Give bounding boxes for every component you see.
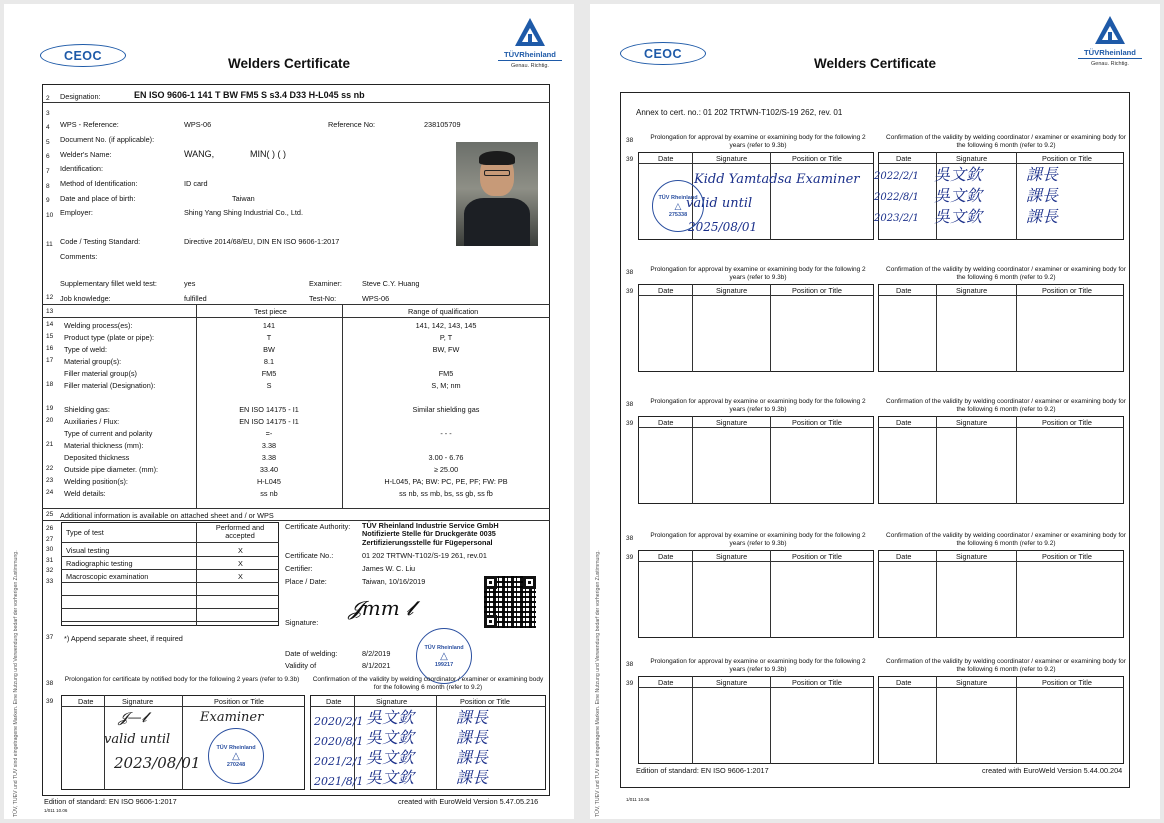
prolong-right-text: Confirmation of the validity by welding coordinator / examiner or examining body for the following 6 month (refer to 9.2) bbox=[886, 266, 1126, 281]
certificate-number: 01 202 TRTWN-T102/S-19 261, rev.01 bbox=[362, 551, 487, 560]
row-test: 141 bbox=[262, 321, 276, 330]
prolong-table-right bbox=[878, 676, 1124, 764]
row-range: - - - bbox=[440, 429, 452, 438]
row-range: ss nb, ss mb, bs, ss gb, ss fb bbox=[399, 489, 493, 498]
handwritten-valid: Kidd Yamtadsa Examiner bbox=[694, 172, 860, 187]
row-numbers-top: 2 3 4 5 6 7 8 9 10 11 bbox=[46, 95, 54, 248]
row-n: 24 bbox=[46, 489, 54, 496]
row-label: Filler material (Designation): bbox=[64, 381, 156, 390]
qr-code bbox=[484, 576, 536, 628]
trademark-note: TÜV, TUEV und TUV sind eingetragene Marken. Eine Nutzung und Verwendung bedarf der vorherigen Zustimmung. bbox=[595, 550, 601, 817]
test-mark: X bbox=[238, 572, 243, 581]
row-label: Shielding gas: bbox=[64, 405, 110, 414]
row-range: ≥ 25.00 bbox=[433, 465, 459, 474]
prolong-table-left bbox=[638, 284, 874, 372]
ceoc-logo: CEOC bbox=[620, 42, 706, 65]
row-label: Welding position(s): bbox=[64, 477, 128, 486]
handwritten-dates: 2022/2/1 2022/8/1 2023/2/1 bbox=[874, 171, 919, 224]
row-n: 15 bbox=[46, 333, 54, 340]
prolongation-table-left bbox=[61, 695, 305, 790]
prolong-right-text: Confirmation of the validity by welding coordinator / examiner or examining body for the following 6 month (refer to 9.2) bbox=[886, 134, 1126, 149]
prolong-right-text: Confirmation of the validity by welding coordinator / examiner or examining body for the following 6 month (refer to 9.2) bbox=[886, 398, 1126, 413]
prolong-table-left bbox=[638, 676, 874, 764]
row-label: Filler material group(s) bbox=[64, 369, 137, 378]
tuv-stamp: TÜV Rheinland △ 275338 bbox=[652, 180, 704, 232]
row-range: Similar shielding gas bbox=[412, 405, 480, 414]
handwritten-titles: 課長 課長 課長 bbox=[1026, 165, 1059, 226]
prolong-right-text: Confirmation of the validity by welding coordinator / examiner or examining body for the following 6 month (refer to 9.2) bbox=[886, 658, 1126, 673]
row-label: Deposited thickness bbox=[64, 453, 130, 462]
page-title: Welders Certificate bbox=[228, 56, 351, 71]
row-range: P, T bbox=[439, 333, 453, 342]
certifier-signature: 𝓙mm 𝓵 bbox=[348, 596, 414, 620]
certificate-page-1: CEOC Welders Certificate TÜVRheinland Genau. Richtig. TÜV, TUEV und TUV sind eingetragene Marken. Eine Nutzung und Verwendung bedarf der vorherigen Zustimmung. 2 3 4 5 6 7 8 9 10 11 Designation: EN ISO 9606-1 141 T BW FM5 S s3.4 D33 H-L045 ss nb WPS - Reference: WPS-06 Reference No: 238105709 Document No. (if applicable): Welder's Name: WANG, MIN( ) ( ) Identification: Method of Identification: ID card Date and place of birth: Taiwan Employer: Shing Yang Shing Industrial Co., Ltd. Code / Testing Standard: Directive 2014/68/EU, DIN EN ISO 9606-1:2017 Comments: Supplementary fillet weld test: yes Examiner: Steve C.Y. Huang 12 Job knowledge: fulfilled Test-No: WPS-06 13 Test piece Range of qualification 14 Welding process(es): 141 141, 142, 143, 145 15 Product type (plate or pipe): T P, T 16 Type of weld: BW BW, FW 17 Material group(s): 8.1 Filler material group(s) FM5 FM5 18 Filler material (Designation): S S, M; nm 19 Shielding gas: EN ISO 14175 - I1 Similar shielding gas 20 Auxiliaries / Flux: EN ISO 14175 - I1 Type of current and polarity =- - - - 21 Material thickness (mm): 3.38 Deposited thickness 3.38 3.00 - 6.76 22 Outside pipe diameter. (mm): 33.40 ≥ 25.00 23 Welding position(s): H-L045 H-L045, PA; BW: PC, PE, PF; FW: PB 24 Weld details: ss nb ss nb, ss mb, bs, ss gb, ss fb 25 Additional information is available on attached sheet and / or WPS 26 27 30 31 32 33 Type of test Performed and accepted Visual testing X Radiographic testing X Macroscopic examination X Certificate Authority: TÜV Rheinland Industrie Service GmbH Notifizierte Stelle für Druckgeräte 0035 Zertifizierungsstelle für Fügepersonal Certificate No.: 01 202 TRTWN-T102/S-19 261, rev.01 Certifier: James W. C. Liu Place / Date: Taiwan, 10/16/2019 Signature: 𝓙mm 𝓵 37 *) Append separate sheet, if required Date of welding: 8/2/2019 Validity of 8/1/2021 TÜV Rheinland △ 199217 38 Prolongation for certificate by notified body for the following 2 years (refer to 9.3b) Confirmation of the validity by welding coordinator / examiner or examining body for the following 6 month (refer to 9.2) 39 Date Signature Position or Title Date Signature Position or Title 𝓙—𝓵 Examiner valid until 2023/08/01 TÜV Rheinland △ 270248 2020/2/1 2020/8/1 2021/2/1 2021/8/1 吳文欽 吳文欽 吳文欽 吳文欽 課長 課長 課長 課長 Edition of standard: EN ISO 9606-1:2017 created with EuroWeld Version 5.47.05.216 1/011 10.06 bbox=[4, 4, 574, 819]
row-range: FM5 bbox=[438, 369, 454, 378]
welder-photo bbox=[456, 142, 538, 246]
handwritten-signatures: 吳文欽 吳文欽 吳文欽 bbox=[934, 165, 983, 226]
test-name: Macroscopic examination bbox=[66, 572, 149, 581]
row-n: 16 bbox=[46, 345, 54, 352]
prolong-left-text: Prolongation for approval by examine or examining body for the following 2 years (refer to 9.3b) bbox=[650, 266, 866, 281]
tuv-stamp: TÜV Rheinland △ 199217 bbox=[416, 628, 472, 684]
row-n: 18 bbox=[46, 381, 54, 388]
page-title: Welders Certificate bbox=[814, 56, 937, 71]
prolong-table-right bbox=[878, 284, 1124, 372]
row-numbers-tests: 26 27 30 31 32 33 bbox=[46, 525, 54, 585]
trademark-note: TÜV, TUEV und TUV sind eingetragene Marken. Eine Nutzung und Verwendung bedarf der vorherigen Zustimmung. bbox=[13, 550, 19, 817]
col-test-piece: Test piece bbox=[254, 307, 287, 316]
test-mark: X bbox=[238, 546, 243, 555]
tuv-logo: TÜVRheinland Genau. Richtig. bbox=[1078, 14, 1142, 88]
row-label: Outside pipe diameter. (mm): bbox=[64, 465, 159, 474]
tuv-stamp-2: TÜV Rheinland △ 270248 bbox=[208, 728, 264, 784]
row-test: 8.1 bbox=[263, 357, 275, 366]
row-range: 141, 142, 143, 145 bbox=[415, 321, 477, 330]
row-test: BW bbox=[263, 345, 275, 354]
handwriting-sig: 𝓙—𝓵 bbox=[118, 710, 148, 726]
row-test: 33.40 bbox=[259, 465, 279, 474]
prolong-table-right bbox=[878, 550, 1124, 638]
handwritten-dates: 2020/2/1 2020/8/1 2021/2/1 2021/8/1 bbox=[314, 715, 364, 788]
row-label: Material thickness (mm): bbox=[64, 441, 144, 450]
row-label: Weld details: bbox=[64, 489, 106, 498]
handwritten-signatures: 吳文欽 吳文欽 吳文欽 吳文欽 bbox=[366, 708, 415, 787]
test-mark: X bbox=[238, 559, 243, 568]
row-test: FM5 bbox=[261, 369, 277, 378]
row-test: T bbox=[266, 333, 272, 342]
row-n: 22 bbox=[46, 465, 54, 472]
row-test: S bbox=[266, 381, 272, 390]
row-range: 3.00 - 6.76 bbox=[428, 453, 464, 462]
prolong-left-text: Prolongation for approval by examine or examining body for the following 2 years (refer to 9.3b) bbox=[650, 658, 866, 673]
row-label: Type of current and polarity bbox=[64, 429, 153, 438]
col-range: Range of qualification bbox=[408, 307, 479, 316]
welder-name: WANG, bbox=[184, 149, 215, 159]
row-label: Material group(s): bbox=[64, 357, 122, 366]
row-test: ss nb bbox=[260, 489, 278, 498]
row-test: 3.38 bbox=[261, 453, 277, 462]
prolong-left-text: Prolongation for approval by examine or examining body for the following 2 years (refer to 9.3b) bbox=[650, 532, 866, 547]
row-test: EN ISO 14175 - I1 bbox=[239, 417, 299, 426]
row-label: Product type (plate or pipe): bbox=[64, 333, 155, 342]
row-n: 23 bbox=[46, 477, 54, 484]
row-test: EN ISO 14175 - I1 bbox=[239, 405, 299, 414]
designation-value: EN ISO 9606-1 141 T BW FM5 S s3.4 D33 H-L045 ss nb bbox=[134, 90, 365, 100]
reference-value: 238105709 bbox=[424, 120, 461, 129]
wps-value: WPS-06 bbox=[184, 120, 212, 129]
prolong-table-left bbox=[638, 416, 874, 504]
prolong-table-right bbox=[878, 416, 1124, 504]
row-range: BW, FW bbox=[432, 345, 460, 354]
row-n: 17 bbox=[46, 357, 54, 364]
row-label: Type of weld: bbox=[64, 345, 107, 354]
tuv-logo: TÜVRheinland Genau. Richtig. bbox=[498, 16, 562, 90]
row-test: 3.38 bbox=[261, 441, 277, 450]
row-n: 20 bbox=[46, 417, 54, 424]
tuv-triangle-icon bbox=[513, 16, 547, 50]
test-name: Radiographic testing bbox=[66, 559, 133, 568]
tuv-triangle-icon bbox=[1093, 14, 1127, 48]
certificate-page-2: CEOC Welders Certificate TÜVRheinland Genau. Richtig. TÜV, TUEV und TUV sind eingetragene Marken. Eine Nutzung und Verwendung bedarf der vorherigen Zustimmung. Annex to cert. no.: 01 202 TRTWN-T102/S-19 262, rev. 01 38 Prolongation for approval by examine or examining body for the following 2 years (refer to 9.3b) Confirmation of the validity by welding coordinator / examiner or examining body for the following 6 month (refer to 9.2) 39 Date Signature Position or Title Date Signature Position or Title 38 Prolongation for approval by examine or examining body for the following 2 years (refer to 9.3b) Confirmation of the validity by welding coordinator / examiner or examining body for the following 6 month (refer to 9.2) 39 Date Signature Position or Title Date Signature Position or Title 38 Prolongation for approval by examine or examining body for the following 2 years (refer to 9.3b) Confirmation of the validity by welding coordinator / examiner or examining body for the following 6 month (refer to 9.2) 39 Date Signature Position or Title Date Signature Position or Title 38 Prolongation for approval by examine or examining body for the following 2 years (refer to 9.3b) Confirmation of the validity by welding coordinator / examiner or examining body for the following 6 month (refer to 9.2) 39 Date Signature Position or Title Date Signature Position or Title 38 Prolongation for approval by examine or examining body for the following 2 years (refer to 9.3b) Confirmation of the validity by welding coordinator / examiner or examining body for the following 6 month (refer to 9.2) 39 Date Signature Position or Title Date Signature Position or Title Kidd Yamtadsa Examiner valid until 2025/08/01 TÜV Rheinland △ 275338 2022/2/1 2022/8/1 2023/2/1 吳文欽 吳文欽 吳文欽 課長 課長 課長 Edition of standard: EN ISO 9606-1:2017 created with EuroWeld Version 5.44.00.204 1/011 10.06 bbox=[590, 4, 1160, 819]
prolong-left-text: Prolongation for approval by examine or examining body for the following 2 years (refer to 9.3b) bbox=[650, 398, 866, 413]
authority-block: TÜV Rheinland Industrie Service GmbH Notifizierte Stelle für Druckgeräte 0035 Zertifizierungsstelle für Fügepersonal bbox=[362, 521, 499, 547]
row-label: Welding process(es): bbox=[64, 321, 133, 330]
prolong-right-text: Confirmation of the validity by welding coordinator / examiner or examining body for the following 6 month (refer to 9.2) bbox=[886, 532, 1126, 547]
welder-name-2: MIN( ) ( ) bbox=[250, 149, 286, 159]
row-range: S, M; nm bbox=[431, 381, 461, 390]
handwritten-titles: 課長 課長 課長 課長 bbox=[456, 708, 489, 787]
row-n: 21 bbox=[46, 441, 54, 448]
row-n: 19 bbox=[46, 405, 54, 412]
row-test: =- bbox=[265, 429, 273, 438]
row-n: 14 bbox=[46, 321, 54, 328]
row-range: H-L045, PA; BW: PC, PE, PF; FW: PB bbox=[384, 477, 508, 486]
test-name: Visual testing bbox=[66, 546, 110, 555]
ceoc-logo: CEOC bbox=[40, 44, 126, 67]
prolong-left-text: Prolongation for approval by examine or examining body for the following 2 years (refer to 9.3b) bbox=[650, 134, 866, 149]
prolong-table-left bbox=[638, 550, 874, 638]
row-label: Auxiliaries / Flux: bbox=[64, 417, 120, 426]
annex-reference: Annex to cert. no.: 01 202 TRTWN-T102/S-19 262, rev. 01 bbox=[636, 108, 843, 117]
row-test: H-L045 bbox=[257, 477, 281, 486]
